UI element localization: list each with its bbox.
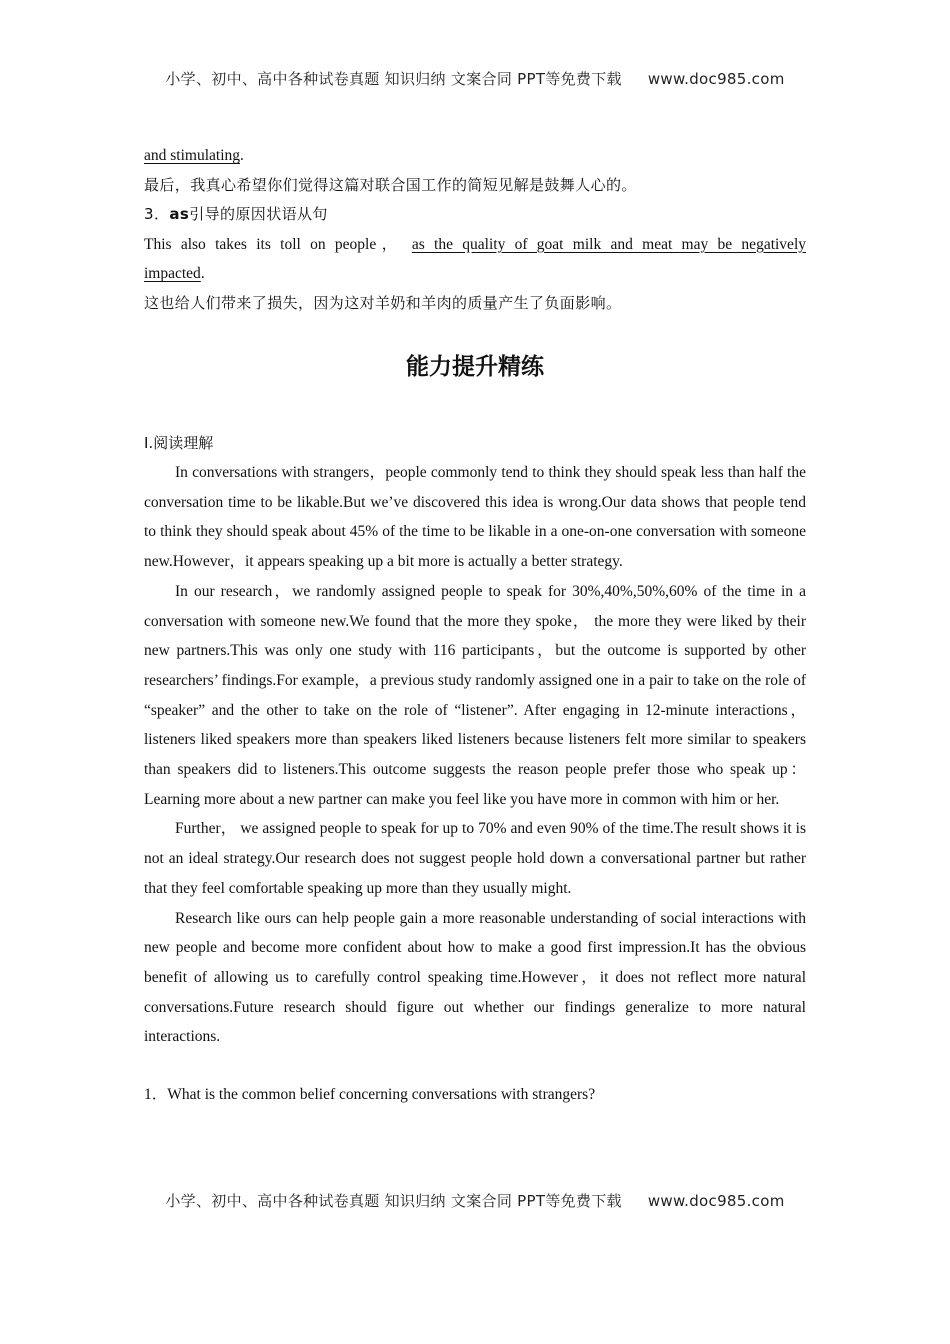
reading-paragraph-2: In our research，we randomly assigned people to speak for 30%,40%,50%,60% of the time in a conversation with someone new.We found that the more they spoke， the more they were liked by their new partners.This was only one study with 116 participants，but the outcome is supported by other researchers’ findings.For example，a previous study randomly assigned one in a pair to take on the role of “speaker” and the other to take on the role of “listener”. After engaging in 12-minute interactions，listeners liked speakers more than speakers liked listeners because listeners felt more similar to speakers than speakers did to listeners.This outcome suggests the reason people prefer those who speak up：Learning more about a new partner can make you feel like you have more in common with him or her. [144, 582, 806, 808]
footer-url[interactable]: www.doc985.com [647, 1192, 785, 1210]
header-text: 小学、初中、高中各种试卷真题 知识归纳 文案合同 PPT等免费下载 [165, 70, 622, 88]
item-number: 3． [144, 205, 170, 223]
example-sentence-line2: impacted. [144, 265, 205, 282]
example-sentence-line1: This also takes its toll on people， as the quality of goat milk and meat may be negatively [144, 235, 806, 253]
page-header [0, 68, 950, 89]
reading-paragraph-1: In conversations with strangers，people commonly tend to think they should speak less than half the conversation time to be likable.But we’ve discovered this idea is wrong.Our data shows that people tend to think they should speak about 45% of the time to be likable in a one-on-one conversation with someone new.However，it appears speaking up a bit more is actually a better strategy. [144, 464, 806, 571]
document-body [144, 141, 806, 1110]
reading-heading: Ⅰ.阅读理解 [144, 434, 214, 452]
footer-text: 小学、初中、高中各种试卷真题 知识归纳 文案合同 PPT等免费下载 [165, 1192, 622, 1210]
item-description: 引导的原因状语从句 [189, 205, 328, 223]
item-keyword: as [169, 205, 190, 223]
example-underlined: as the quality of goat milk and meat may be negatively [411, 235, 806, 253]
continued-line: and stimulating. [144, 147, 244, 164]
example-translation: 这也给人们带来了损失，因为这对羊奶和羊肉的质量产生了负面影响。 [144, 293, 622, 312]
underlined-phrase: and stimulating [144, 147, 241, 164]
page-footer [0, 1190, 950, 1211]
section-title: 能力提升精练 [406, 354, 544, 380]
header-url[interactable]: www.doc985.com [647, 70, 785, 88]
reading-paragraph-3: Further， we assigned people to speak for up to 70% and even 90% of the time.The result shows it is not an ideal strategy.Our research does not suggest people hold down a conversational partner but rather that they feel comfortable speaking up more than they usually might. [144, 820, 806, 897]
question-1: 1．What is the common belief concerning conversations with strangers? [144, 1086, 596, 1104]
translation-line: 最后，我真心希望你们觉得这篇对联合国工作的简短见解是鼓舞人心的。 [144, 175, 637, 194]
reading-paragraph-4: Research like ours can help people gain a more reasonable understanding of social interactions with new people and become more confident about how to make a good first impression.It has the obvious benefit of allowing us to carefully control speaking time.However，it does not reflect more natural conversations.Future research should figure out whether our findings generalize to more natural interactions. [144, 909, 806, 1046]
grammar-item-3 [144, 200, 806, 230]
